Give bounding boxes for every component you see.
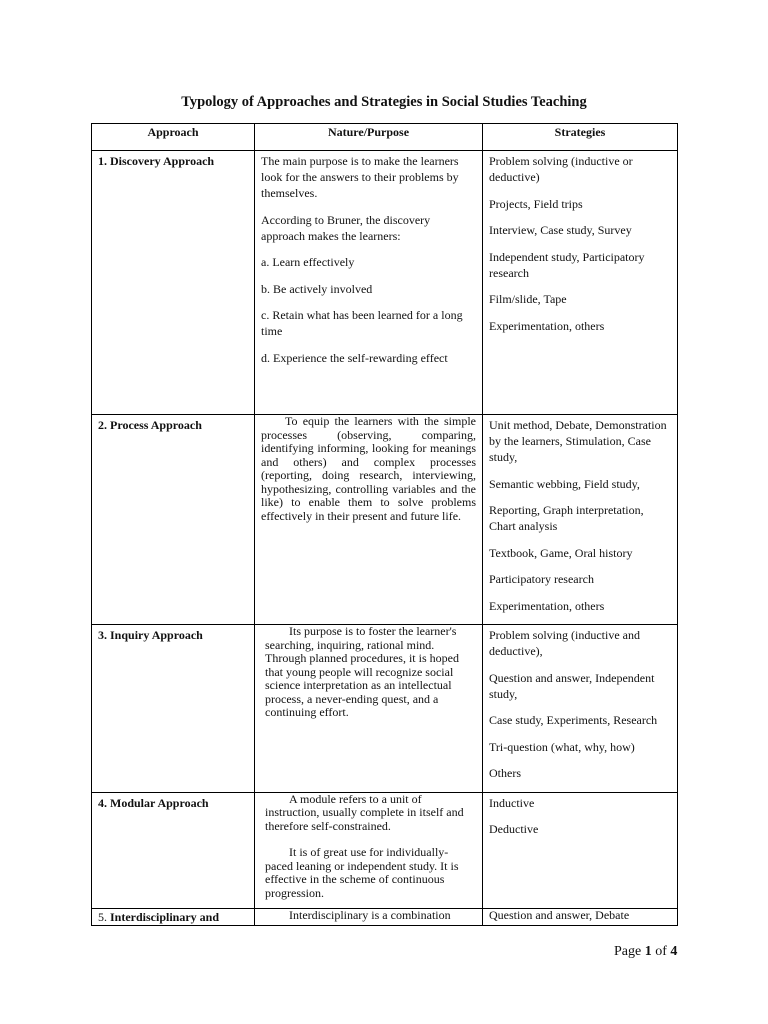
table-row [92,415,678,625]
nature-paragraph: Interdisciplinary is a combination [289,908,451,922]
nature-cell [255,625,483,793]
page-of: of [655,944,667,959]
strategy-item: Unit method, Debate, Demonstration by the learners, Stimulation, Case study, [489,418,667,464]
header-nature-purpose: Nature/Purpose [255,124,483,151]
approach-name: 2. Process Approach [98,418,202,432]
page-current: 1 [644,944,652,959]
strategy-item: Experimentation, others [489,318,605,333]
table-row [92,625,678,793]
approach-name: 4. Modular Approach [98,795,209,810]
nature-paragraph: According to Bruner, the discovery approach makes the learners: [261,212,431,243]
strategy-item: Problem solving (inductive and deductive), [489,628,640,658]
nature-paragraph: To equip the learners with the simple processes (observing, comparing, identifying informing, looking for meanings and others) and complex processes (reporting, doing research, interviewing, hypothesizing, controlling variables and the like) to enable them to solve problems effectively in their present and future life. [261,414,476,523]
table-header-row [92,124,678,151]
nature-cell [255,415,483,625]
strategy-item: Textbook, Game, Oral history [489,545,633,560]
strategies-cell [483,415,678,625]
strategy-item: Problem solving (inductive or deductive) [489,154,633,184]
strategy-item: Reporting, Graph interpretation, Chart analysis [489,503,644,533]
header-strategies: Strategies [483,124,678,151]
approach-cell [92,908,255,925]
approaches-table [91,123,678,926]
approach-cell [92,625,255,793]
page-total: 4 [670,944,678,959]
nature-paragraph: b. Be actively involved [261,281,373,296]
nature-paragraph: d. Experience the self-rewarding effect [261,350,448,365]
nature-paragraph: a. Learn effectively [261,255,355,269]
approach-cell [92,792,255,908]
approach-name: 1. Discovery Approach [98,154,215,168]
strategy-item: Deductive [489,822,539,836]
nature-paragraph: A module refers to a unit of instruction, usually complete in itself and therefore self-constrained. [265,792,464,833]
page-number [614,944,677,960]
strategy-item: Independent study, Participatory research [489,249,645,280]
approach-number: 5. [98,909,107,924]
nature-cell [255,151,483,415]
strategy-item: Participatory research [489,572,594,586]
nature-paragraph: Its purpose is to foster the learner's searching, inquiring, rational mind. Through planned procedures, it is hoped that young people will recognize social science interpretation as an intellectual process, a never-ending quest, and a continuing effort. [265,624,459,719]
page-title: Typology of Approaches and Strategies in Social Studies Teaching [181,94,587,110]
table-row [92,151,678,415]
nature-paragraph: It is of great use for individually-paced leaning or independent study. It is effective in the scheme of continuous progression. [265,845,459,900]
strategies-cell [483,151,678,415]
strategy-item: Experimentation, others [489,598,605,613]
approach-name: 3. Inquiry Approach [98,628,203,642]
nature-paragraph: c. Retain what has been learned for a long time [261,308,463,338]
approach-cell [92,415,255,625]
strategies-cell [483,908,678,925]
strategies-cell [483,792,678,908]
approach-cell [92,151,255,415]
nature-paragraph: The main purpose is to make the learners look for the answers to their problems by themselves. [261,154,459,200]
strategy-item: Tri-question (what, why, how) [489,739,635,754]
strategy-item: Interview, Case study, Survey [489,223,632,237]
table-row [92,908,678,925]
nature-cell [255,792,483,908]
strategies-cell [483,625,678,793]
nature-cell [255,908,483,925]
header-approach: Approach [92,124,255,151]
strategy-item: Inductive [489,795,535,810]
strategy-item: Projects, Field trips [489,196,583,211]
approach-name: Interdisciplinary and [110,909,220,924]
strategy-item: Case study, Experiments, Research [489,713,658,727]
table-row [92,792,678,908]
strategy-item: Film/slide, Tape [489,292,567,306]
page-label: Page [614,944,642,959]
strategy-item: Question and answer, Independent study, [489,670,655,701]
strategy-item: Others [489,766,521,780]
strategy-item: Question and answer, Debate [489,908,630,922]
strategy-item: Semantic webbing, Field study, [489,476,640,491]
